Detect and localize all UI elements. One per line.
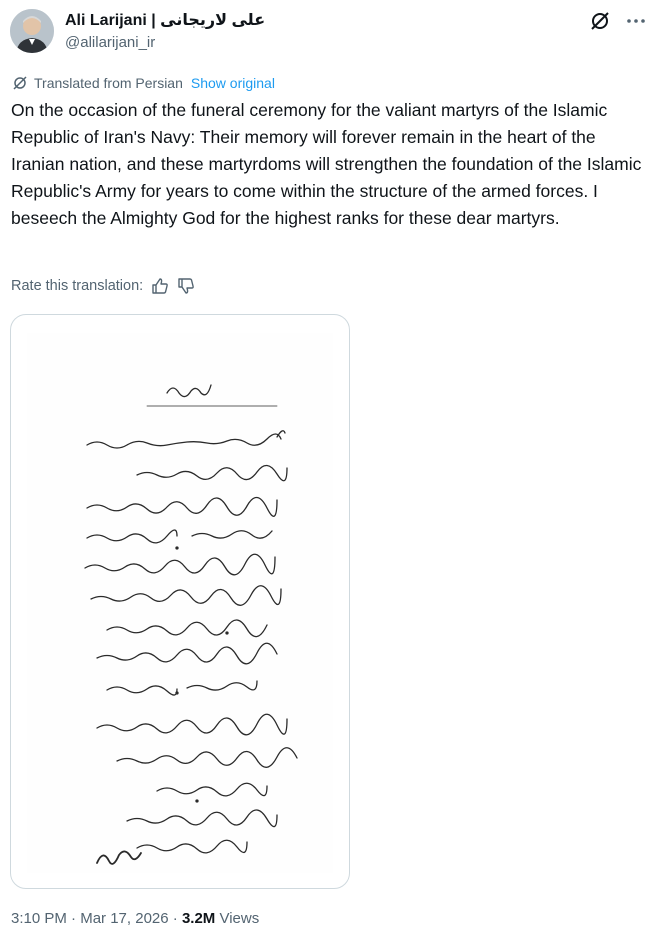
thumbs-up-icon[interactable] (151, 277, 169, 295)
views-count: 3.2M (181, 910, 216, 927)
translation-notice (12, 74, 275, 92)
letter-paper (27, 333, 333, 873)
meta-separator: · (172, 910, 178, 927)
user-handle[interactable]: @alilarijani_ir (65, 34, 156, 51)
avatar[interactable] (10, 9, 54, 53)
translated-label: Translated from Persian (34, 75, 183, 91)
rate-translation (11, 275, 195, 297)
translate-icon (12, 75, 28, 91)
thumbs-down-icon[interactable] (177, 277, 195, 295)
post-header (10, 9, 647, 59)
rate-label: Rate this translation: (11, 278, 144, 294)
more-options-icon[interactable] (625, 10, 647, 32)
display-name[interactable]: Ali Larijani | علی لاریجانی (65, 12, 266, 29)
handwriting-scribbles (27, 333, 333, 873)
post-time[interactable]: 3:10 PM (11, 910, 67, 927)
show-original-link[interactable]: Show original (190, 75, 275, 91)
post-date[interactable]: Mar 17, 2026 (80, 910, 169, 927)
post-text: On the occasion of the funeral ceremony for the valiant martyrs of the Islamic Republic of Iran's Navy: Their memory will forever remain in the heart of the Iranian nation, and these martyrdoms will strengthen the foundation of the Islamic Republic's Army for years to come within the structure of the armed forces. I beseech the Almighty God for the highest ranks for these dear martyrs. (11, 100, 642, 228)
views-label: Views (219, 910, 260, 927)
handwritten-letter-image[interactable] (10, 314, 350, 889)
post-meta (11, 909, 259, 929)
grok-icon[interactable] (589, 10, 611, 32)
meta-separator: · (71, 910, 77, 927)
person-portrait-icon (10, 9, 54, 53)
